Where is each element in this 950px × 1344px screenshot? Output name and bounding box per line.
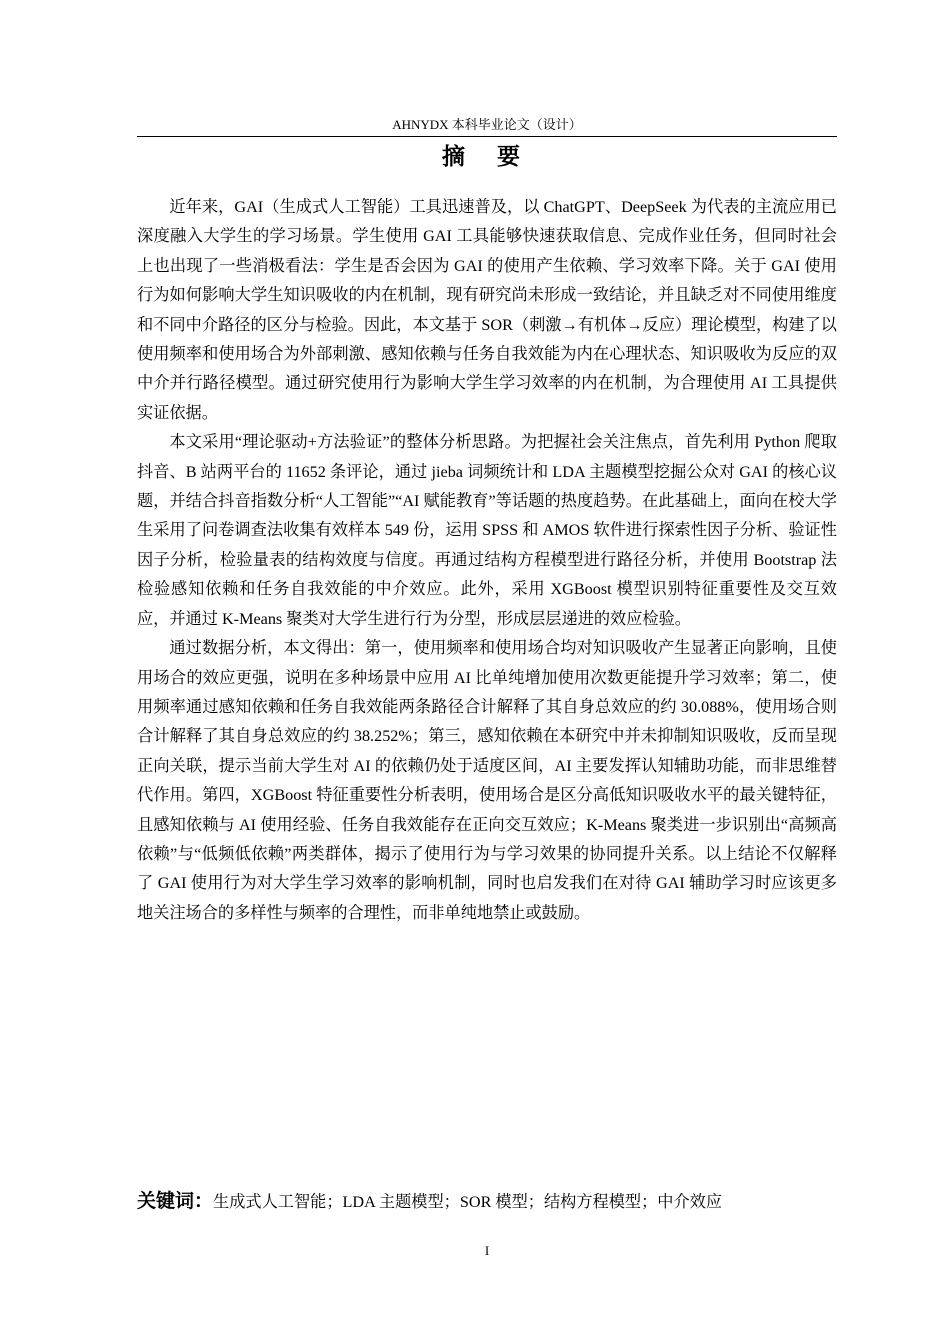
page-number: I <box>484 1243 490 1258</box>
running-header: AHNYDX 本科毕业论文（设计） <box>392 117 582 132</box>
abstract-paragraph-1: 近年来，GAI（生成式人工智能）工具迅速普及，以 ChatGPT、DeepSeek 为代表的主流应用已深度融入大学生的学习场景。学生使用 GAI 工具能够快速获取信息、完成作业任务，但同时社会上也出现了一些消极看法：学生是否会因为 GAI 的使用产生依赖、学习效率下降。关于 GAI 使用行为如何影响大学生知识吸收的内在机制，现有研究尚未形成一致结论，并且缺乏对不同使用维度和不同中介路径的区分与检验。因此，本文基于 SOR（刺激→有机体→反应）理论模型，构建了以使用频率和使用场合为外部刺激、感知依赖与任务自我效能为内在心理状态、知识吸收为反应的双中介并行路径模型。通过研究使用行为影响大学生学习效率的内在机制，为合理使用 AI 工具提供实证依据。 <box>137 198 837 422</box>
header-rule <box>137 136 837 137</box>
keywords-line <box>137 1186 837 1217</box>
abstract-paragraph-3: 通过数据分析，本文得出：第一，使用频率和使用场合均对知识吸收产生显著正向影响，且使用场合的效应更强，说明在多种场景中应用 AI 比单纯增加使用次数更能提升学习效率；第二，使用频率通过感知依赖和任务自我效能两条路径合计解释了其自身总效应的约 30.088%，使用场合则合计解释了其自身总效应的约 38.252%；第三，感知依赖在本研究中并未抑制知识吸收，反而呈现正向关联，提示当前大学生对 AI 的依赖仍处于适度区间，AI 主要发挥认知辅助功能，而非思维替代作用。第四，XGBoost 特征重要性分析表明，使用场合是区分高低知识吸收水平的最关键特征，且感知依赖与 AI 使用经验、任务自我效能存在正向交互效应；K-Means 聚类进一步识别出“高频高依赖”与“低频低依赖”两类群体，揭示了使用行为与学习效果的协同提升关系。以上结论不仅解释了 GAI 使用行为对大学生学习效率的影响机制，同时也启发我们在对待 GAI 辅助学习时应该更多地关注场合的多样性与频率的合理性，而非单纯地禁止或鼓励。 <box>137 639 837 922</box>
abstract-body <box>137 193 837 928</box>
keywords-items: 生成式人工智能；LDA 主题模型；SOR 模型；结构方程模型；中介效应 <box>213 1193 723 1211</box>
abstract-paragraph-2: 本文采用“理论驱动+方法验证”的整体分析思路。为把握社会关注焦点，首先利用 Python 爬取抖音、B 站两平台的 11652 条评论，通过 jieba 词频统计和 LDA 主题模型挖掘公众对 GAI 的核心议题，并结合抖音指数分析“人工智能”“AI 赋能教育”等话题的热度趋势。在此基础上，面向在校大学生采用了问卷调查法收集有效样本 549 份，运用 SPSS 和 AMOS 软件进行探索性因子分析、验证性因子分析，检验量表的结构效度与信度。再通过结构方程模型进行路径分析，并使用 Bootstrap 法检验感知依赖和任务自我效能的中介效应。此外，采用 XGBoost 模型识别特征重要性及交互效应，并通过 K-Means 聚类对大学生进行行为分型，形成层层递进的效应检验。 <box>137 433 837 628</box>
page-title: 摘 要 <box>441 144 532 170</box>
keywords-label: 关键词： <box>137 1190 214 1212</box>
